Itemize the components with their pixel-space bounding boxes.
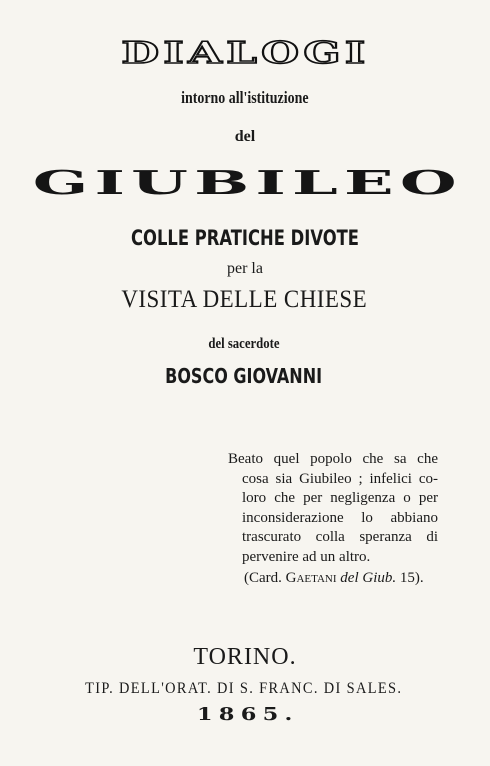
epigraph-line: pervenire ad un altro. xyxy=(242,548,371,565)
line-del-sacerdote: del sacerdote xyxy=(208,336,280,352)
subtitle-intorno: intorno all'istituzione xyxy=(181,88,309,107)
citation-work: del Giub. xyxy=(340,570,397,586)
citation-open: (Card. xyxy=(244,570,282,586)
main-title-giubileo: GIUBILEO xyxy=(32,163,463,202)
epigraph-line: Beato quel popolo che sa che xyxy=(228,451,438,467)
epigraph-line: cosa sia Giubileo ; infelici co- xyxy=(242,470,438,487)
epigraph-line: loro che per negligenza o per xyxy=(242,490,438,506)
imprint-city: TORINO. xyxy=(193,644,297,670)
author-name: BOSCO GIOVANNI xyxy=(165,364,323,388)
epigraph-line: trascurato colla speranza di xyxy=(242,529,438,545)
epigraph-citation xyxy=(228,569,438,589)
line-per-la: per la xyxy=(227,260,263,277)
subtitle-del: del xyxy=(234,128,256,145)
imprint-printer: TIP. DELL'ORAT. DI S. FRANC. DI SALES. xyxy=(85,680,403,697)
line-visita-chiese: VISITA DELLE CHIESE xyxy=(121,286,368,313)
citation-page: 15). xyxy=(399,570,424,586)
imprint-year: 1865. xyxy=(196,704,299,725)
citation-author: Gaetani xyxy=(285,570,337,586)
epigraph-line: inconsiderazione lo abbiano xyxy=(242,509,438,526)
heading-dialogi: DIALOGI xyxy=(121,36,370,71)
line-colle-pratiche: COLLE PRATICHE DIVOTE xyxy=(130,226,360,250)
epigraph xyxy=(228,450,438,589)
